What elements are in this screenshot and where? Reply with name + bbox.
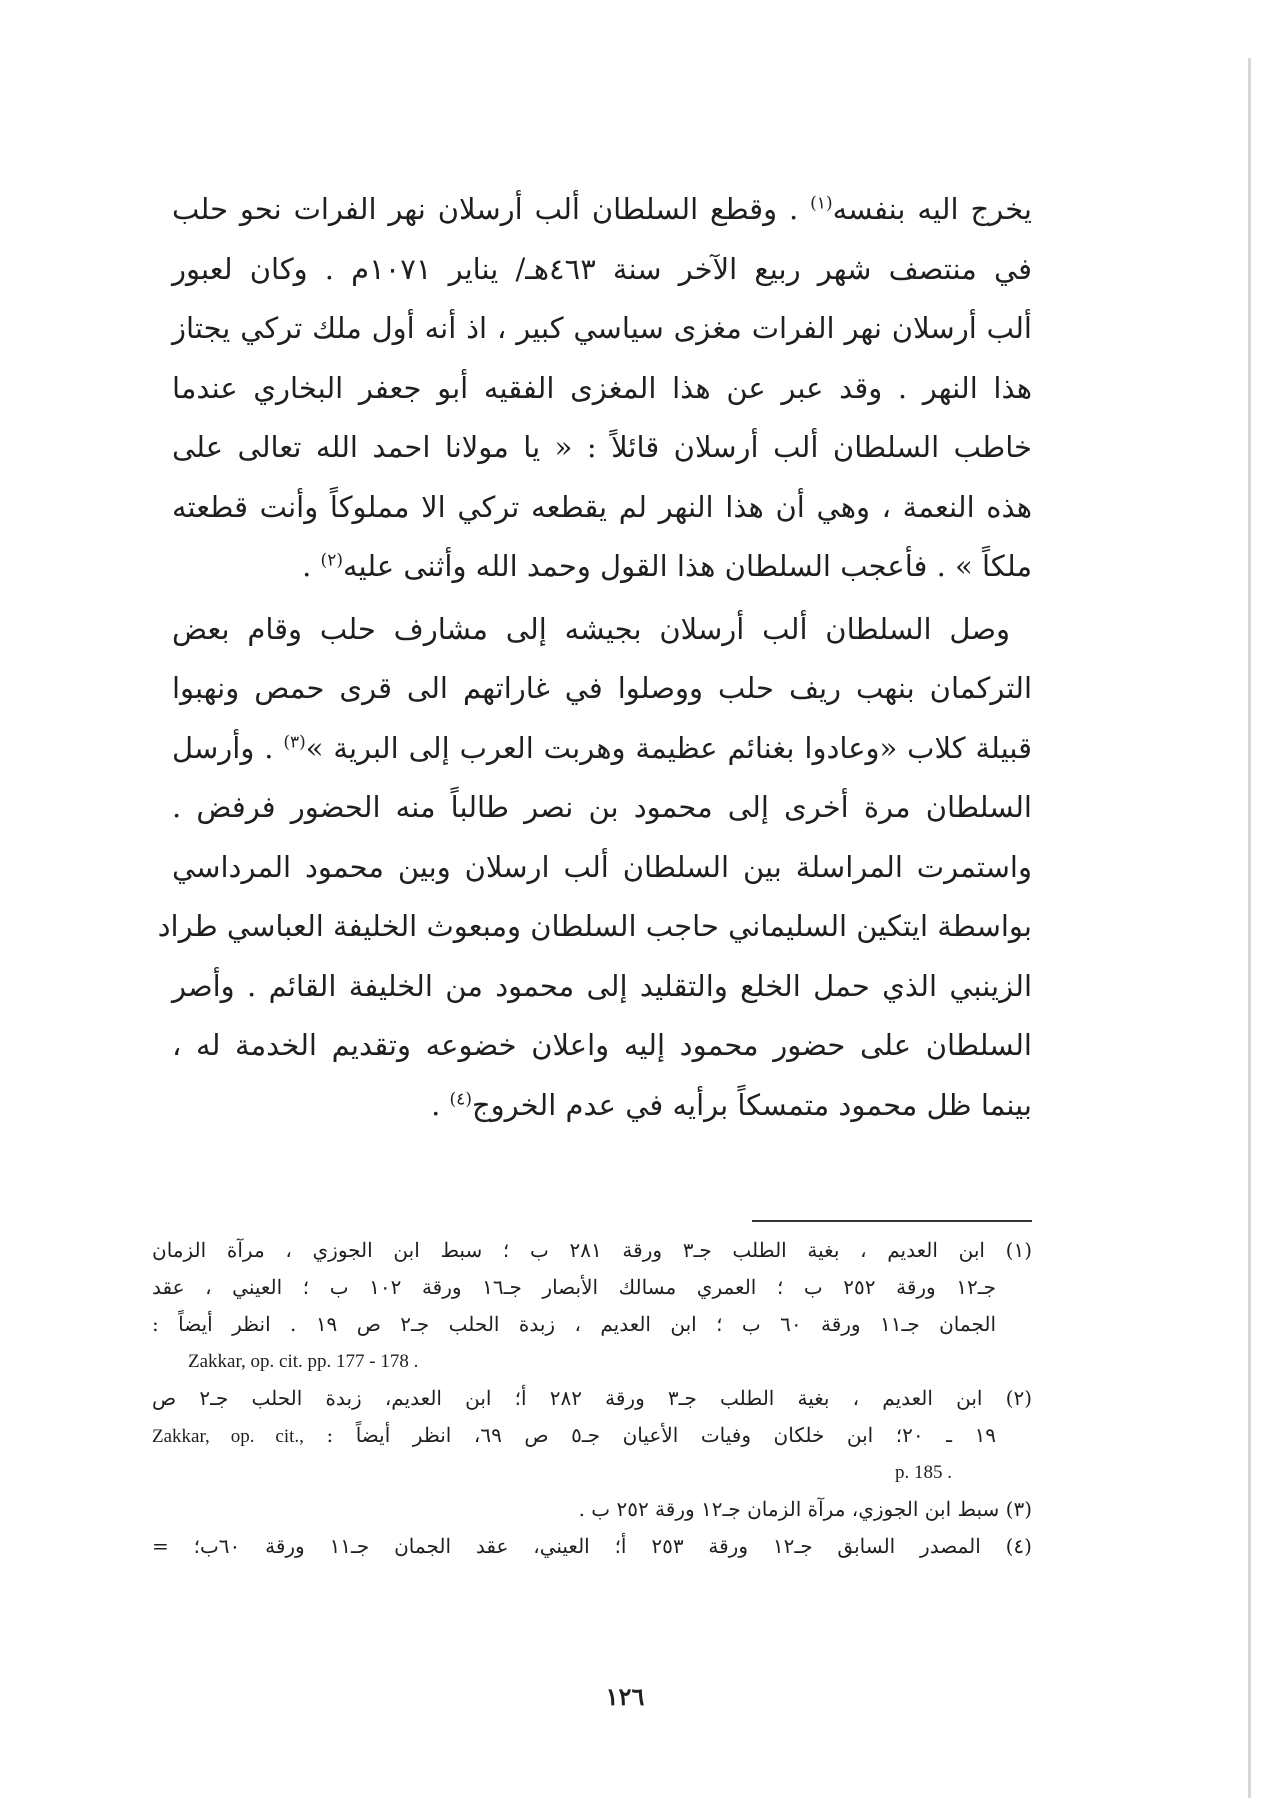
footnote-ref[interactable]: (٣) [283, 731, 306, 752]
footnote-arabic-segment: ١٩ ـ ٢٠؛ ابن خلكان وفيات الأعيان جـ٥ ص ٦٩، انظر أيضاً : [326, 1423, 997, 1447]
scan-page-edge [1248, 58, 1251, 1798]
footnote-latin-citation: Zakkar, op. cit. pp. 177 - 178 . [188, 1351, 419, 1372]
footnote-latin-segment: Zakkar, op. cit., [152, 1426, 304, 1447]
footnote-line: (٢) ابن العديم ، بغية الطلب جـ٣ ورقة ٢٨٢ أ؛ ابن العديم، زبدة الحلب جـ٢ ص [152, 1386, 1032, 1410]
footnotes [152, 1232, 1032, 1565]
footnote-line: (٣) سبط ابن الجوزي، مرآة الزمان جـ١٢ ورقة ٢٥٢ ب . [578, 1497, 1032, 1521]
footnote-line: (٤) المصدر السابق جـ١٢ ورقة ٢٥٣ أ؛ العيني، عقد الجمان جـ١١ ورقة ٦٠ب؛ = [152, 1534, 1032, 1558]
text-line: هذه النعمة ، وهي أن هذا النهر لم يقطعه تركي الا مملوكاً وأنت قطعته [172, 489, 1032, 524]
footnote-ref[interactable]: (٤) [449, 1088, 472, 1109]
paragraph [157, 600, 1032, 1136]
body-text [157, 180, 1032, 1135]
footnote-latin-citation: p. 185 . [895, 1462, 952, 1483]
footnote-2 [152, 1380, 1032, 1491]
text-line [172, 180, 1032, 240]
footnote-4 [152, 1528, 1032, 1565]
paragraph [172, 180, 1032, 597]
text-line: التركمان بنهب ريف حلب ووصلوا في غاراتهم الى قرى حمص ونهبوا [172, 671, 1032, 705]
footnote-line: جـ١٢ ورقة ٢٥٢ ب ؛ العمري مسالك الأبصار جـ١٦ ورقة ١٠٢ ب ؛ العيني ، عقد [152, 1275, 997, 1299]
footnote-separator [752, 1220, 1032, 1222]
text-line: الزينبي الذي حمل الخلع والتقليد إلى محمود من الخليفة القائم . وأصر [172, 968, 1032, 1003]
text-segment: . [302, 549, 321, 583]
footnote-1 [152, 1232, 1032, 1380]
text-line: السلطان على حضور محمود إليه واعلان خضوعه وتقديم الخدمة له ، [172, 1028, 1032, 1062]
text-line: خاطب السلطان ألب أرسلان قائلاً : « يا مولانا احمد الله تعالى على [172, 430, 1032, 464]
text-segment: بينما ظل محمود متمسكاً برأيه في عدم الخروج [471, 1087, 1032, 1122]
text-segment: . [431, 1087, 450, 1122]
footnote-3 [152, 1491, 1032, 1528]
text-line: في منتصف شهر ربيع الآخر سنة ٤٦٣هـ/ يناير ١٠٧١م . وكان لعبور [172, 251, 1032, 286]
page-number: ١٢٦ [605, 1682, 645, 1711]
text-segment: يخرج اليه بنفسه [832, 192, 1032, 226]
text-line [172, 537, 1032, 597]
text-line [172, 719, 1032, 779]
text-line: ألب أرسلان نهر الفرات مغزى سياسي كبير ، اذ أنه أول ملك تركي يجتاز [172, 311, 1032, 345]
text-line: بواسطة ايتكين السليماني حاجب السلطان ومبعوث الخليفة العباسي طراد [157, 909, 1032, 943]
text-segment: قبيلة كلاب «وعادوا بغنائم عظيمة وهربت العرب إلى البرية » [305, 730, 1032, 765]
text-line [172, 1076, 1032, 1136]
footnote-line [152, 1417, 1032, 1454]
footnote-line: (١) ابن العديم ، بغية الطلب جـ٣ ورقة ٢٨١ ب ؛ سبط ابن الجوزي ، مرآة الزمان [152, 1238, 1033, 1262]
text-line: هذا النهر . وقد عبر عن هذا المغزى الفقيه أبو جعفر البخاري عندما [172, 370, 1032, 405]
footnote-line: الجمان جـ١١ ورقة ٦٠ ب ؛ ابن العديم ، زبدة الحلب جـ٢ ص ١٩ . انظر أيضاً : [152, 1312, 997, 1336]
text-segment: . وقطع السلطان ألب أرسلان نهر الفرات نحو حلب [172, 192, 811, 226]
text-segment: ملكاً » . فأعجب السلطان هذا القول وحمد الله وأثنى عليه [342, 549, 1032, 583]
text-line: وصل السلطان ألب أرسلان بجيشه إلى مشارف حلب وقام بعض [172, 611, 1010, 646]
text-line: واستمرت المراسلة بين السلطان ألب ارسلان وبين محمود المرداسي [172, 849, 1032, 884]
footnote-ref[interactable]: (٢) [320, 550, 343, 571]
text-segment: . وأرسل [172, 730, 284, 765]
footnote-ref[interactable]: (١) [810, 193, 833, 214]
text-line: السلطان مرة أخرى إلى محمود بن نصر طالباً منه الحضور فرفض . [172, 790, 1032, 824]
